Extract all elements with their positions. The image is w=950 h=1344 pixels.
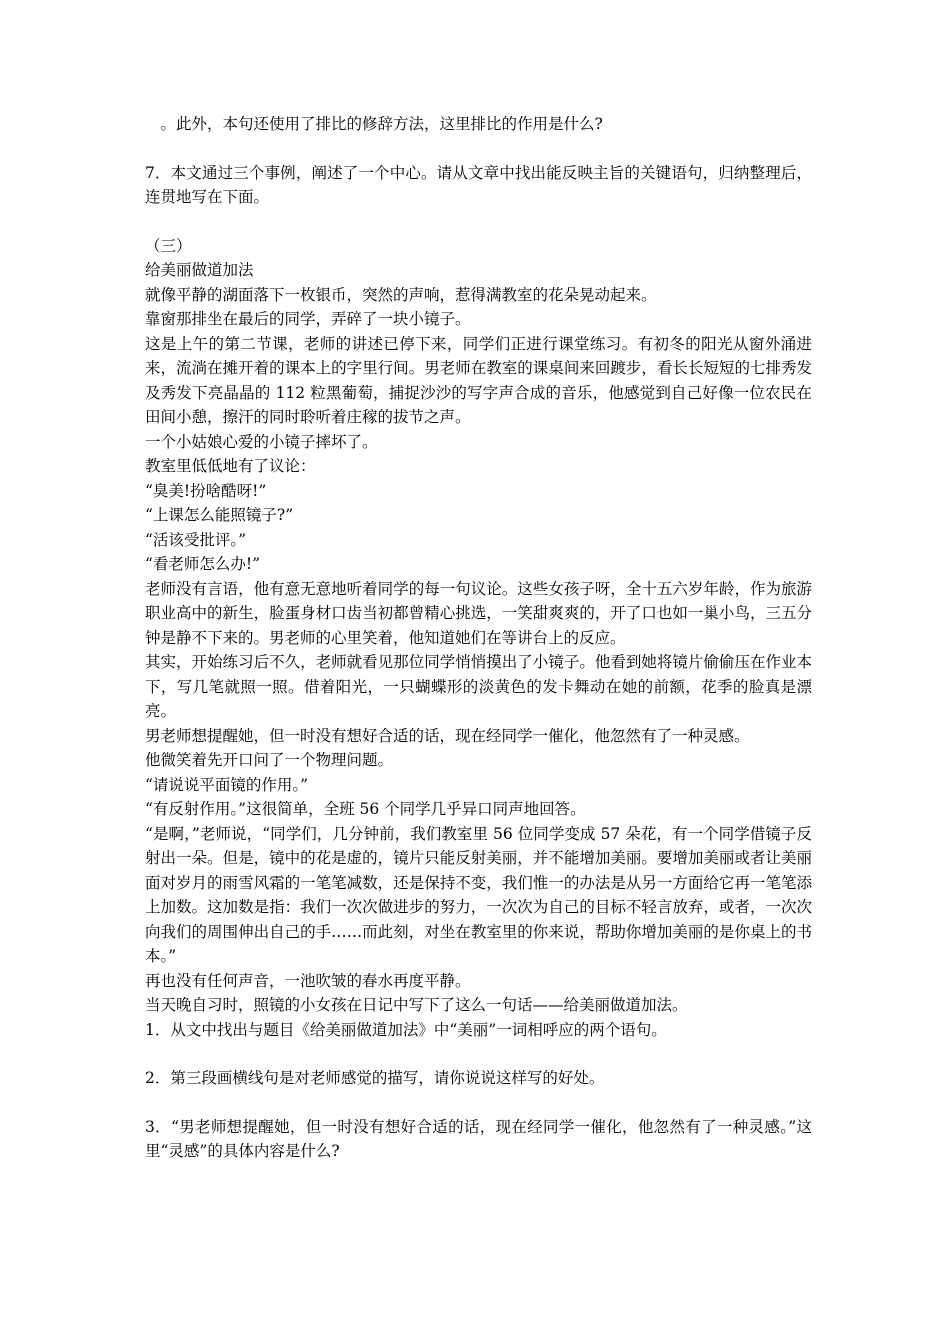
spacer — [145, 1042, 812, 1066]
question-2: 2．第三段画横线句是对老师感觉的描写，请你说说这样写的好处。 — [145, 1069, 605, 1087]
paragraph: 一个小姑娘心爱的小镜子摔坏了。 — [145, 432, 378, 451]
paragraph: 男老师想提醒她，但一时没有想好合适的话，现在经同学一催化，他忽然有了一种灵感。 — [145, 726, 750, 745]
question-1: 1．从文中找出与题目《给美丽做道加法》中“美丽”一词相呼应的两个语句。 — [145, 1020, 667, 1039]
paragraph: 其实，开始练习后不久，老师就看见那位同学悄悄摸出了小镜子。他看到她将镜片偷偷压在作业本下，写几笔就照一照。借着阳光，一只蝴蝶形的淡黄色的发卡舞动在她的前额，花季的脸真是漂亮。 — [145, 653, 812, 720]
paragraph: 教室里低低地有了议论： — [145, 457, 316, 475]
article-title: 给美丽做道加法 — [145, 261, 254, 279]
paragraph: 就像平静的湖面落下一枚银币，突然的声响，惹得满教室的花朵晃动起来。 — [145, 285, 657, 304]
dialogue-line: “看老师怎么办!” — [145, 555, 261, 573]
paragraph: “有反射作用。”这很简单，全班 56 个同学几乎异口同声地回答。 — [145, 800, 586, 818]
section-number: （三） — [145, 236, 192, 255]
article-body — [145, 283, 812, 1018]
paragraph: 这是上午的第二节课，老师的讲述已停下来，同学们正进行课堂练习。有初冬的阳光从窗外涌进来，流淌在摊开着的课本上的字里行间。男老师在教室的课桌间来回踱步，看长长短短的七排秀发及秀发下亮晶晶的 112 粒黑葡萄，捕捉沙沙的写字声合成的音乐，他感觉到自己好像一位农民在田间小憩，擦汗的同时聆听着庄稼的拔节之声。 — [145, 334, 812, 426]
paragraph: “是啊，”老师说，“同学们，几分钟前，我们教室里 56 位同学变成 57 朵花，有一个同学借镜子反射出一朵。但是，镜中的花是虚的，镜片只能反射美丽，并不能增加美丽。要增加美丽或者让美丽面对岁月的雨雪风霜的一笔笔减数，还是保持不变，我们惟一的办法是从另一方面给它再一笔笔添上加数。这加数是指：我们一次次做进步的努力，一次次为自己的目标不轻言放弃，或者，一次次向我们的周围伸出自己的手……而此刻，对坐在教室里的你来说，帮助你增加美丽的是你桌上的书本。” — [145, 824, 812, 965]
prev-question-tail: 。此外，本句还使用了排比的修辞方法，这里排比的作用是什么? — [145, 115, 603, 133]
paragraph: 靠窗那排坐在最后的同学，弄碎了一块小镜子。 — [145, 310, 471, 328]
dialogue-line: “臭美!扮啥酷呀!” — [145, 481, 267, 500]
dialogue-line: “请说说平面镜的作用。” — [145, 775, 309, 794]
question-7: 7．本文通过三个事例，阐述了一个中心。请从文章中找出能反映主旨的关键语句，归纳整理后，连贯地写在下面。 — [145, 163, 812, 206]
spacer — [145, 1091, 812, 1115]
paragraph: 他微笑着先开口问了一个物理问题。 — [145, 751, 394, 769]
spacer — [145, 210, 812, 234]
paragraph: 老师没有言语，他有意无意地听着同学的每一句议论。这些女孩子呀，全十五六岁年龄，作为旅游职业高中的新生，脸蛋身材口齿当初都曾精心挑选，一笑甜爽爽的，开了口也如一巢小鸟，三五分钟是静不下来的。男老师的心里笑着，他知道她们在等讲台上的反应。 — [145, 579, 812, 647]
question-3: 3．“男老师想提醒她，但一时没有想好合适的话，现在经同学一催化，他忽然有了一种灵感。”这里“灵感”的具体内容是什么? — [145, 1117, 812, 1160]
dialogue-line: “活该受批评。” — [145, 530, 247, 549]
dialogue-line: “上课怎么能照镜子?” — [145, 506, 294, 524]
spacer — [145, 137, 812, 161]
document-page — [145, 112, 812, 1164]
paragraph: 当天晚自习时，照镜的小女孩在日记中写下了这么一句话——给美丽做道加法。 — [145, 996, 688, 1014]
paragraph: 再也没有任何声音，一池吹皱的春水再度平静。 — [145, 971, 471, 990]
